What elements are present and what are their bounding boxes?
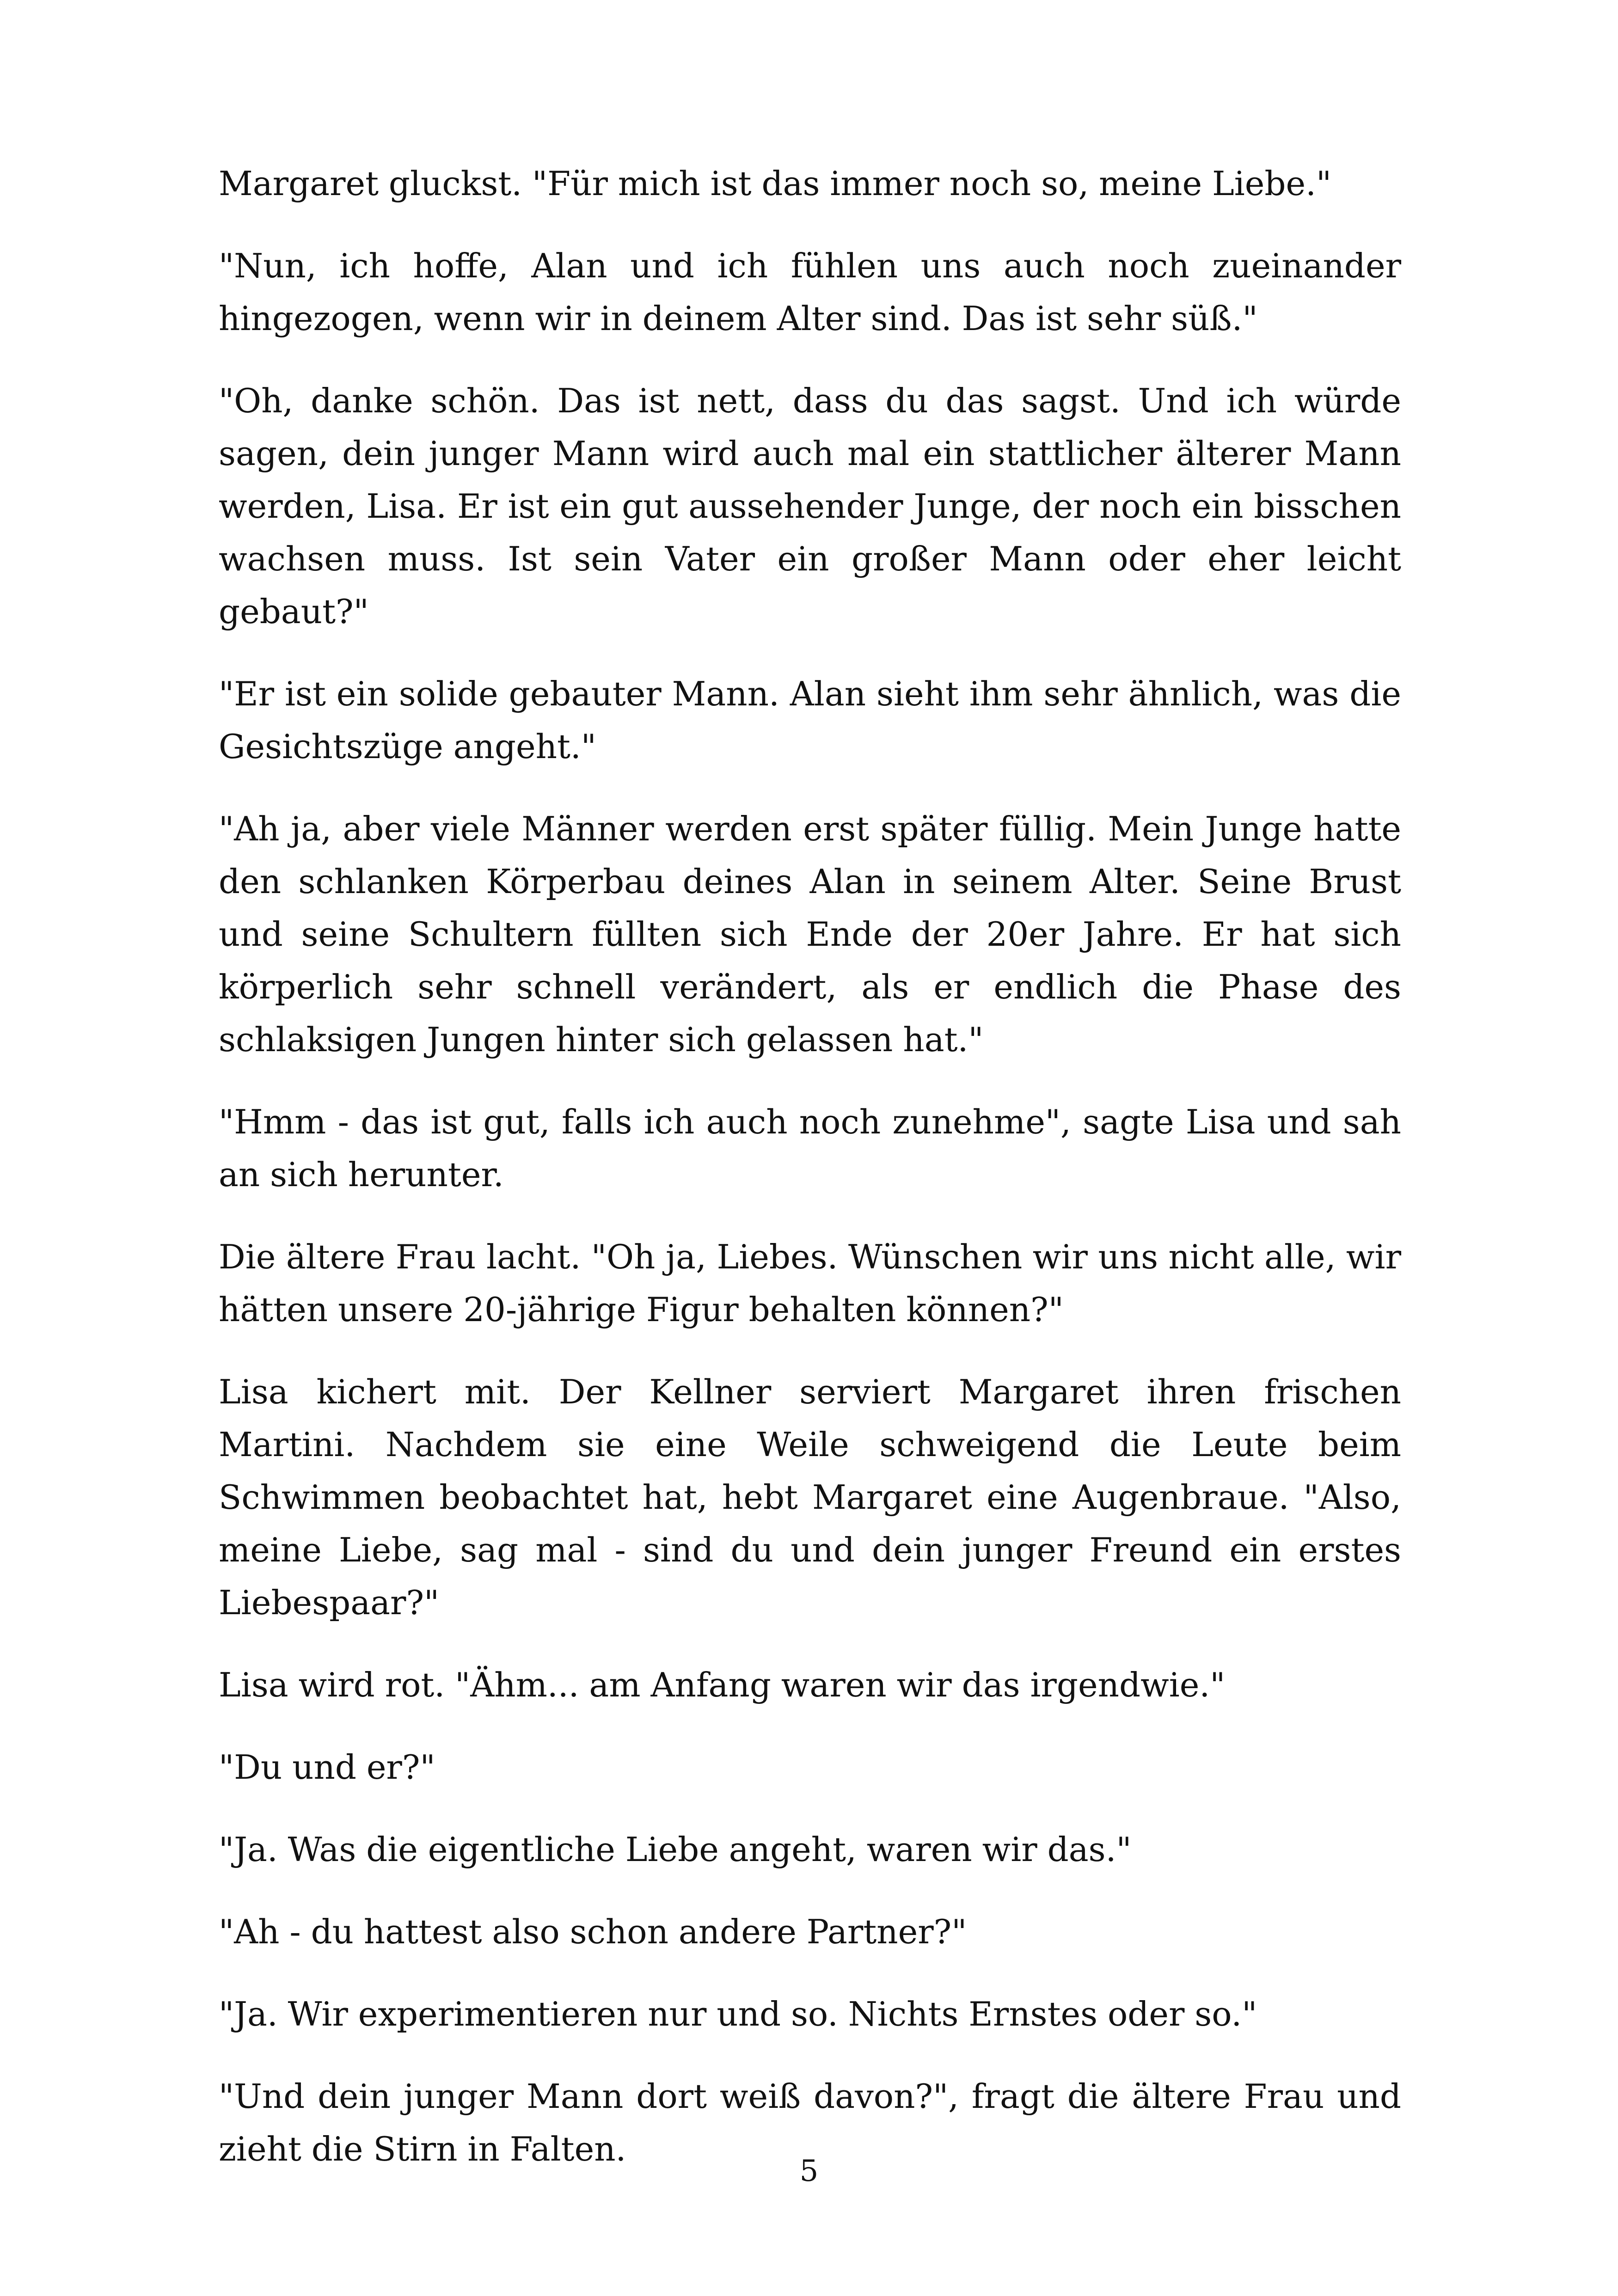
paragraph: Die ältere Frau lacht. "Oh ja, Liebes. Wünschen wir uns nicht alle, wir hätten unsere 20-jährige Figur behalten können?": [219, 1237, 1401, 1329]
paragraph: Lisa kichert mit. Der Kellner serviert Margaret ihren frischen Martini. Nachdem sie eine Weile schweigend die Leute beim Schwimmen beobachtet hat, hebt Margaret eine Augenbraue. "Also, meine Liebe, sag mal - sind du und dein junger Freund ein erstes Liebespaar?": [219, 1372, 1401, 1622]
paragraph: "Ah - du hattest also schon andere Partner?": [219, 1912, 967, 1951]
page-number: 5: [799, 2154, 819, 2188]
paragraph: Margaret gluckst. "Für mich ist das immer noch so, meine Liebe.": [219, 164, 1332, 203]
paragraph: "Oh, danke schön. Das ist nett, dass du das sagst. Und ich würde sagen, dein junger Mann wird auch mal ein stattlicher älterer Mann werden, Lisa. Er ist ein gut aussehender Junge, der noch ein bisschen wachsen muss. Ist sein Vater ein großer Mann oder eher leicht gebaut?": [219, 381, 1401, 631]
paragraph: "Er ist ein solide gebauter Mann. Alan sieht ihm sehr ähnlich, was die Gesichtszüge angeht.": [219, 674, 1401, 766]
paragraph: "Und dein junger Mann dort weiß davon?", fragt die ältere Frau und zieht die Stirn in Falten.: [219, 2077, 1401, 2168]
paragraph: "Nun, ich hoffe, Alan und ich fühlen uns auch noch zueinander hingezogen, wenn wir in deinem Alter sind. Das ist sehr süß.": [219, 246, 1401, 338]
paragraph: "Ja. Wir experimentieren nur und so. Nichts Ernstes oder so.": [219, 1995, 1257, 2033]
text-body: [219, 157, 1401, 2205]
paragraph: Lisa wird rot. "Ähm... am Anfang waren wir das irgendwie.": [219, 1665, 1226, 1704]
paragraph: "Ah ja, aber viele Männer werden erst später füllig. Mein Junge hatte den schlanken Körperbau deines Alan in seinem Alter. Seine Brust und seine Schultern füllten sich Ende der 20er Jahre. Er hat sich körperlich sehr schnell verändert, als er endlich die Phase des schlaksigen Jungen hinter sich gelassen hat.": [219, 809, 1401, 1059]
paragraph: "Hmm - das ist gut, falls ich auch noch zunehme", sagte Lisa und sah an sich herunter.: [219, 1102, 1401, 1194]
paragraph: "Du und er?": [219, 1748, 435, 1787]
paragraph: "Ja. Was die eigentliche Liebe angeht, waren wir das.": [219, 1830, 1132, 1869]
